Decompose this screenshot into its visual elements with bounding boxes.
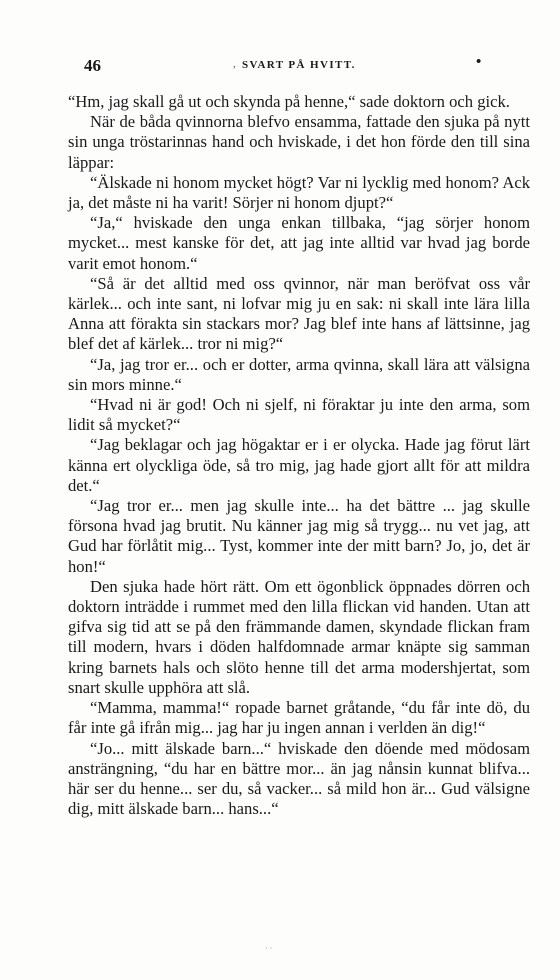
paragraph-1: “Hm, jag skall gå ut och skynda på henne,“ sade doktorn och gick. xyxy=(68,92,510,111)
running-head xyxy=(68,56,530,76)
running-head-left-mark: , xyxy=(233,58,236,70)
paragraph-5: “Så är det alltid med oss qvinnor, när man beröfvat oss vår kärlek... och inte sant, ni lofvar mig ju en sak: ni skall inte lära lilla Anna att förakta sin stackars mor? Jag blef inte hans af lättsinne, jag blef det af kärlek... tror ni mig?“ xyxy=(68,273,530,354)
running-title: SVART PÅ HVITT. xyxy=(242,59,356,71)
paragraph-4: “Ja,“ hviskade den unga enkan tillbaka, “jag sörjer honom mycket... mest kanske för det, att jag inte alltid var hvad jag borde varit emot honom.“ xyxy=(68,213,530,273)
paragraph-8: “Jag beklagar och jag högaktar er i er olycka. Hade jag förut lärt känna ert olyckliga öde, så tro mig, jag hade gjort allt för att mildra det.“ xyxy=(68,435,530,495)
paragraph-9: “Jag tror er... men jag skulle inte... ha det bättre ... jag skulle försona hvad jag brutit. Nu känner jag mig så trygg... nu vet jag, att Gud har förlåtit mig... Tyst, kommer inte der mitt barn? Jo, jo, det är hon!“ xyxy=(68,496,530,576)
paragraph-6: “Ja, jag tror er... och er dotter, arma qvinna, skall lära att välsigna sin mors minne.“ xyxy=(68,354,530,394)
page-number: 46 xyxy=(84,56,101,75)
paragraph-10: Den sjuka hade hört rätt. Om ett ögonblick öppnades dörren och doktorn inträdde i rummet med den lilla flickan vid handen. Utan att gifva sig tid att se på den främmande damen, skyndade flickan fram till modern, hvars i döden halfdomnade armar knäpte sig samman kring barnets hals och slöto henne till det arma modershjertat, som snart skulle upphöra att slå. xyxy=(68,576,530,697)
body-text xyxy=(68,92,530,819)
paragraph-2: När de båda qvinnorna blefvo ensamma, fattade den sjuka på nytt sin unga tröstarinnas hand och hviskade, i det hon förde den till sina läppar: xyxy=(68,112,530,172)
paragraph-11: “Mamma, mamma!“ ropade barnet gråtande, “du får inte dö, du får inte gå ifrån mig... jag har ju ingen annan i verlden än dig!“ xyxy=(68,698,530,738)
paragraph-3: “Älskade ni honom mycket högt? Var ni lycklig med honom? Ack ja, det måste ni ha varit! Sörjer ni honom djupt?“ xyxy=(68,172,530,213)
footer-mark: · · xyxy=(265,944,273,953)
paragraph-12: “Jo... mitt älskade barn...“ hviskade den döende med mödosam ansträngning, “du har en bättre mor... än jag nånsin kunnat blifva... här ser du henne... ser du, så vacker... så mild hon är... Gud välsigne dig, mitt älskade barn... hans...“ xyxy=(68,738,530,819)
running-head-right-mark: • xyxy=(476,54,482,70)
paragraph-7: “Hvad ni är god! Och ni sjelf, ni föraktar ju inte den arma, som lidit så mycket?“ xyxy=(68,395,530,435)
